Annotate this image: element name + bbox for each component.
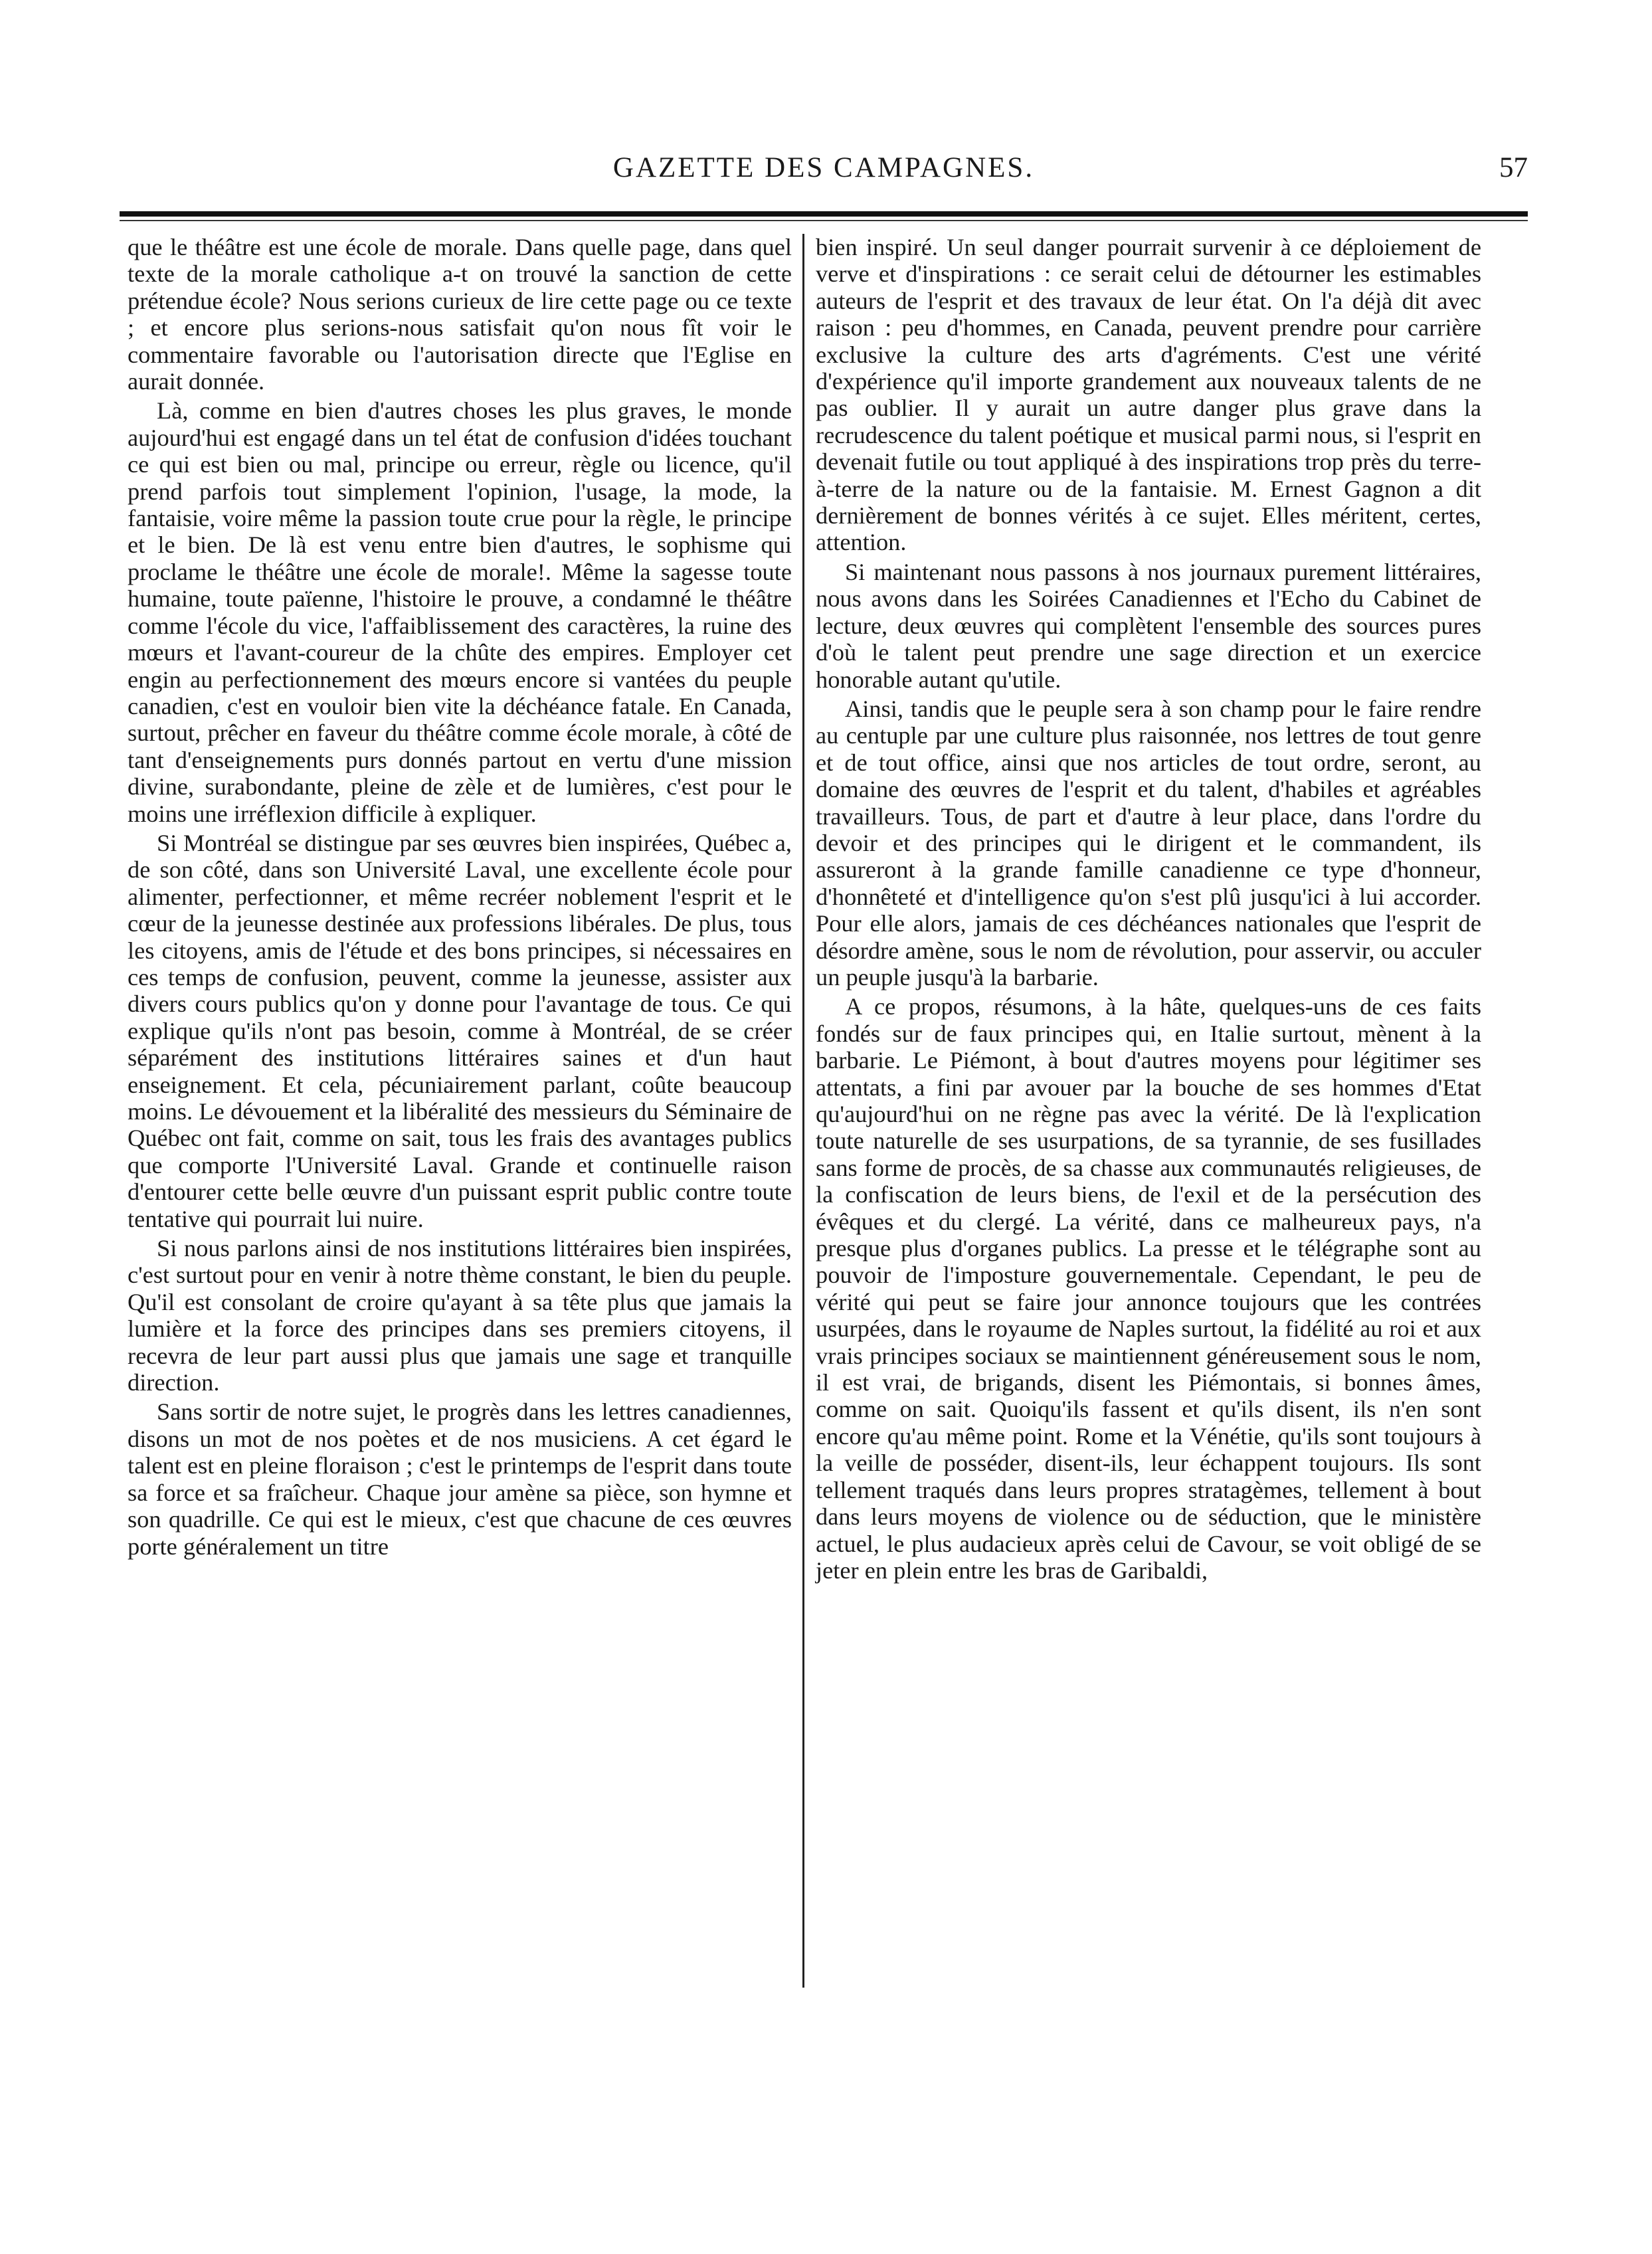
paragraph: bien inspiré. Un seul danger pourrait survenir à ce déploiement de verve et d'inspirations : ce serait celui de détourner les estimables auteurs de l'esprit et des travaux de leur état. On l'a déjà dit avec raison : peu d'hommes, en Canada, peuvent prendre pour carrière exclusive la culture des arts d'agréments. C'est une vérité d'expérience qu'il importe grandement aux nouveaux talents de ne pas oublier. Il y aurait un autre danger plus grave dans la recrudescence du talent poétique et musical parmi nous, si l'esprit en devenait futile ou tout appliqué à des inspirations trop près du terre-à-terre de la nature ou de la fantaisie. M. Ernest Gagnon a dit dernièrement de bonnes vérités à ce sujet. Elles méritent, certes, attention. [816, 234, 1481, 556]
paragraph: Si nous parlons ainsi de nos institutions littéraires bien inspirées, c'est surtout pour en venir à notre thème constant, le bien du peuple. Qu'il est consolant de croire qu'ayant à sa tête plus que jamais la lumière et la force des principes dans ses premiers citoyens, il recevra de leur part aussi plus que jamais une sage et tranquille direction. [128, 1235, 792, 1396]
paragraph: A ce propos, résumons, à la hâte, quelques-uns de ces faits fondés sur de faux principes qui, en Italie surtout, mènent à la barbarie. Le Piémont, à bout d'autres moyens pour légitimer ses attentats, a fini par avouer par la bouche de ses hommes d'Etat qu'aujourd'hui on ne règne pas avec la vérité. De là l'explication toute naturelle de ses usurpations, de sa tyrannie, de ses fusillades sans forme de procès, de sa chasse aux communautés religieuses, de la confiscation de leurs biens, de l'exil et de la persécution des évêques et du clergé. La vérité, dans ce malheureux pays, n'a presque plus d'organes publics. La presse et le télégraphe sont au pouvoir de l'imposture gouvernementale. Cependant, le peu de vérité qui peut se faire jour annonce toujours que les contrées usurpées, dans le royaume de Naples surtout, la fidélité au roi et aux vrais principes sociaux se maintiennent généreusement sous le nom, il est vrai, de brigands, disent les Piémontais, si bonnes âmes, comme on sait. Quoiqu'ils fassent et qu'ils disent, ils n'en sont encore qu'au même point. Rome et la Vénétie, qu'ils sont toujours à la veille de posséder, disent-ils, leur échappent toujours. Ils sont tellement traqués dans leurs propres stratagèmes, tellement à bout dans leurs moyens de violence ou de séduction, que le ministère actuel, le plus audacieux après celui de Cavour, se voit obligé de se jeter en plein entre les bras de Garibaldi, [816, 993, 1481, 1584]
paragraph: Là, comme en bien d'autres choses les plus graves, le monde aujourd'hui est engagé dans un tel état de confusion d'idées touchant ce qui est bien ou mal, principe ou erreur, règle ou licence, qu'il prend parfois tout simplement l'opinion, l'usage, la mode, la fantaisie, voire même la passion toute crue pour la règle, le principe et le bien. De là est venu entre bien d'autres, le sophisme qui proclame le théâtre une école de morale!. Même la sagesse toute humaine, toute païenne, l'histoire le prouve, a condamné le théâtre comme l'école du vice, l'affaiblissement des caractères, la ruine des mœurs et l'avant-coureur de la chûte des empires. Employer cet engin au perfectionnement des mœurs encore si vantées du peuple canadien, c'est en vouloir bien vite la déchéance fatale. En Canada, surtout, prêcher en faveur du théâtre comme école morale, à côté de tant d'enseignements purs donnés partout en vertu d'une mission divine, surabondante, pleine de zèle et de lumières, c'est pour le moins une irréflexion difficile à expliquer. [128, 397, 792, 827]
paragraph: Ainsi, tandis que le peuple sera à son champ pour le faire rendre au centuple par une culture plus raisonnée, nos lettres de tout genre et de tout office, ainsi que nos articles de tout ordre, seront, au domaine des œuvres de l'esprit et du talent, d'habiles et agréables travailleurs. Tous, de part et d'autre à leur place, dans l'ordre du devoir et des principes qui le dirigent et le commandent, ils assureront à la grande famille canadienne ce type d'honneur, d'honnêteté et d'intelligence qu'on s'est plû jusqu'ici à lui accorder. Pour elle alors, jamais de ces déchéances nationales que l'esprit de désordre amène, sous le nom de révolution, pour asservir, ou acculer un peuple jusqu'à la barbarie. [816, 695, 1481, 990]
paragraph: Si Montréal se distingue par ses œuvres bien inspirées, Québec a, de son côté, dans son Université Laval, une excellente école pour alimenter, perfectionner, et même recréer noblement l'esprit et le cœur de la jeunesse destinée aux professions libérales. De plus, tous les citoyens, amis de l'étude et des bons principes, si nécessaires en ces temps de confusion, peuvent, comme la jeunesse, assister aux divers cours publics qu'on y donne pour l'avantage de tous. Ce qui explique qu'ils n'ont pas besoin, comme à Montréal, de se créer séparément des institutions littéraires saines et d'un haut enseignement. Et cela, pécuniairement parlant, coûte beaucoup moins. Le dévouement et la libéralité des messieurs du Séminaire de Québec ont fait, comme on sait, tous les frais des avantages publics que comporte l'Université Laval. Grande et continuelle raison d'entourer cette belle œuvre d'un puissant esprit public contre toute tentative qui pourrait lui nuire. [128, 829, 792, 1232]
column-divider [802, 234, 804, 1988]
paragraph: que le théâtre est une école de morale. Dans quelle page, dans quel texte de la morale catholique a-t on trouvé la sanction de cette prétendue école? Nous serions curieux de lire cette page ou ce texte ; et encore plus serions-nous satisfait qu'on nous fît voir le commentaire favorable ou l'autorisation directe que l'Eglise en aurait donnée. [128, 234, 792, 395]
left-column [128, 234, 792, 1562]
page-number: 57 [1499, 152, 1528, 183]
header-rule-thick [120, 211, 1528, 217]
right-column [816, 234, 1481, 1586]
paragraph: Si maintenant nous passons à nos journaux purement littéraires, nous avons dans les Soirées Canadiennes et l'Echo du Cabinet de lecture, deux œuvres qui complètent l'ensemble des sources pures d'où le talent peut prendre une sage direction et un exercice honorable autant qu'utile. [816, 558, 1481, 693]
page-title: GAZETTE DES CAMPAGNES. [612, 152, 1035, 183]
page-header [120, 151, 1528, 198]
header-rule-thin [120, 220, 1528, 221]
paragraph: Sans sortir de notre sujet, le progrès dans les lettres canadiennes, disons un mot de nos poètes et de nos musiciens. A cet égard le talent est en pleine floraison ; c'est le printemps de l'esprit dans toute sa force et sa fraîcheur. Chaque jour amène sa pièce, son hymne et son quadrille. Ce qui est le mieux, c'est que chacune de ces œuvres porte généralement un titre [128, 1398, 792, 1560]
